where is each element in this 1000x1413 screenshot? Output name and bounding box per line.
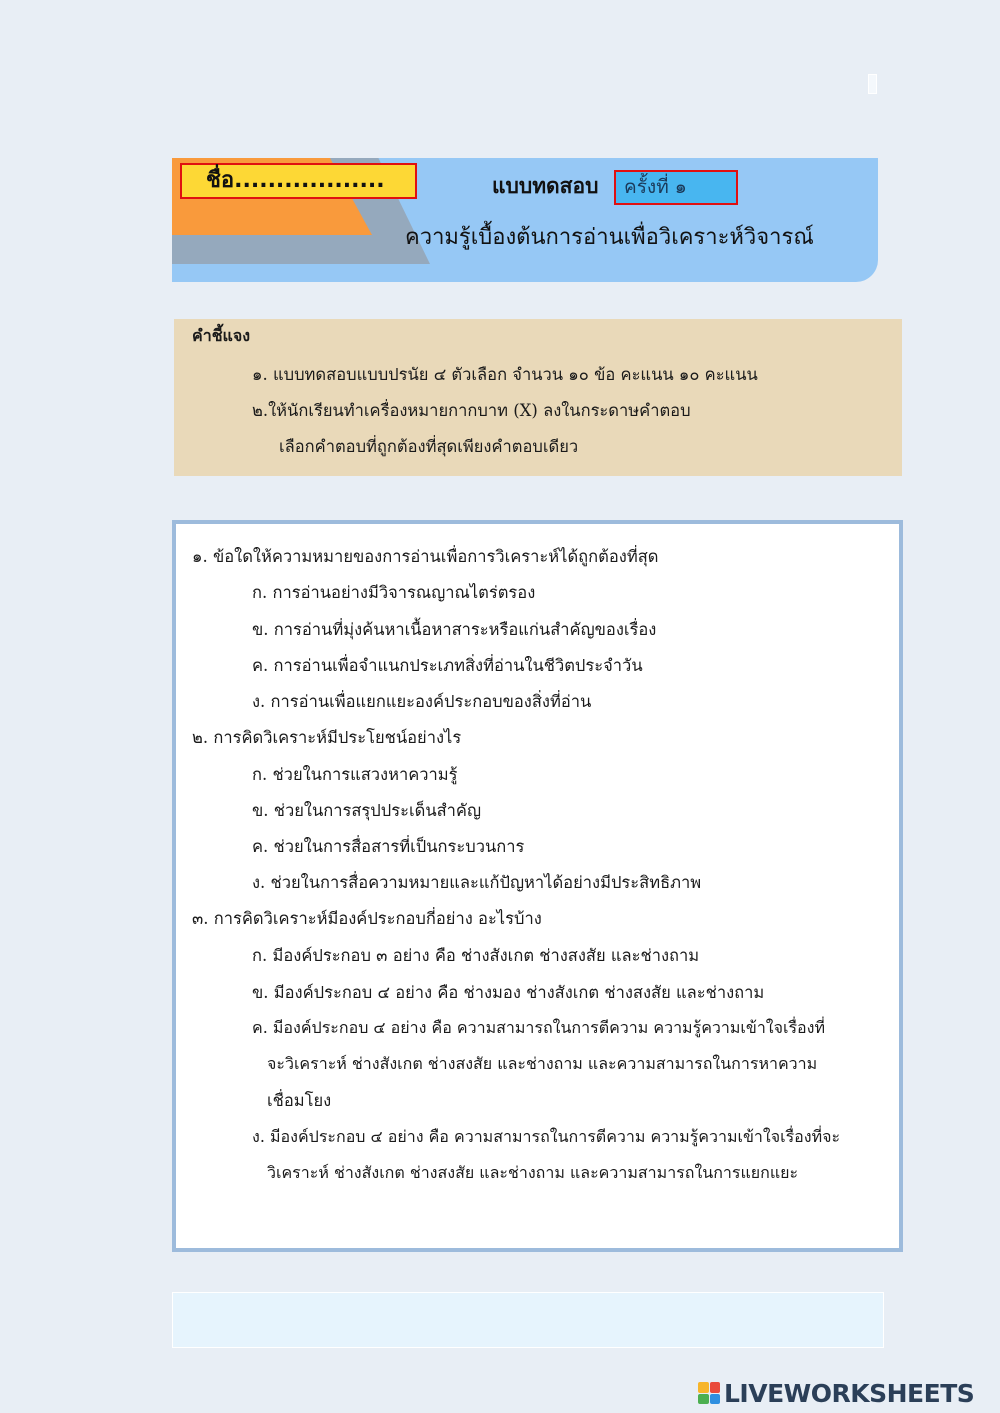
choice-3-b: ข. มีองค์ประกอบ ๔ อย่าง คือ ช่างมอง ช่างสังเกต ช่างสงสัย และช่างถาม (252, 983, 765, 1002)
choice-2-c: ค. ช่วยในการสื่อสารที่เป็นกระบวนการ (252, 837, 525, 856)
choice-2-d: ง. ช่วยในการสื่อความหมายและแก้ปัญหาได้อย่างมีประสิทธิภาพ (252, 873, 702, 892)
liveworksheets-logo-icon (698, 1382, 720, 1404)
choice-1-b: ข. การอ่านที่มุ่งค้นหาเนื้อหาสาระหรือแก่นสำคัญของเรื่อง (252, 620, 657, 639)
brand-watermark (698, 1376, 974, 1410)
instructions-heading: คำชี้แจง (192, 326, 251, 345)
name-field[interactable]: ชื่อ.................. (180, 163, 417, 199)
page-subtitle: ความรู้เบื้องต้นการอ่านเพื่อวิเคราะห์วิจารณ์ (405, 225, 814, 250)
test-title: แบบทดสอบ (492, 173, 599, 198)
instruction-line: ๑. แบบทดสอบแบบปรนัย ๔ ตัวเลือก จำนวน ๑๐ ข้อ คะแนน ๑๐ คะแนน (252, 365, 758, 384)
round-field[interactable]: ครั้งที่ ๑ (614, 170, 738, 205)
choice-3-d: ง. มีองค์ประกอบ ๔ อย่าง คือ ความสามารถในการตีความ ความรู้ความเข้าใจเรื่องที่จะ (252, 1127, 841, 1146)
choice-3-c-cont: เชื่อมโยง (267, 1091, 332, 1110)
choice-1-d: ง. การอ่านเพื่อแยกแยะองค์ประกอบของสิ่งที่อ่าน (252, 692, 592, 711)
question-2: ๒. การคิดวิเคราะห์มีประโยชน์อย่างไร (192, 728, 462, 747)
answer-input-box[interactable] (868, 74, 877, 94)
choice-2-a: ก. ช่วยในการแสวงหาความรู้ (252, 765, 458, 784)
choice-2-b: ข. ช่วยในการสรุปประเด็นสำคัญ (252, 801, 482, 820)
choice-1-a: ก. การอ่านอย่างมีวิจารณญาณไตร่ตรอง (252, 583, 536, 602)
choice-3-d-cont: วิเคราะห์ ช่างสังเกต ช่างสงสัย และช่างถาม และความสามารถในการแยกแยะ (267, 1163, 799, 1182)
answer-bar[interactable] (172, 1292, 884, 1348)
question-1: ๑. ข้อใดให้ความหมายของการอ่านเพื่อการวิเคราะห์ได้ถูกต้องที่สุด (192, 547, 659, 566)
instruction-line: เลือกคำตอบที่ถูกต้องที่สุดเพียงคำตอบเดียว (279, 437, 579, 456)
instruction-line: ๒.ให้นักเรียนทำเครื่องหมายกากบาท (X) ลงในกระดาษคำตอบ (252, 401, 691, 420)
question-3: ๓. การคิดวิเคราะห์มีองค์ประกอบกี่อย่าง อะไรบ้าง (192, 909, 542, 928)
choice-3-c-cont: จะวิเคราะห์ ช่างสังเกต ช่างสงสัย และช่างถาม และความสามารถในการหาความ (267, 1054, 818, 1073)
choice-3-c: ค. มีองค์ประกอบ ๔ อย่าง คือ ความสามารถในการตีความ ความรู้ความเข้าใจเรื่องที่ (252, 1018, 826, 1037)
choice-1-c: ค. การอ่านเพื่อจำแนกประเภทสิ่งที่อ่านในชีวิตประจำวัน (252, 656, 643, 675)
choice-3-a: ก. มีองค์ประกอบ ๓ อย่าง คือ ช่างสังเกต ช่างสงสัย และช่างถาม (252, 946, 700, 965)
brand-name: LIVEWORKSHEETS (724, 1378, 975, 1408)
